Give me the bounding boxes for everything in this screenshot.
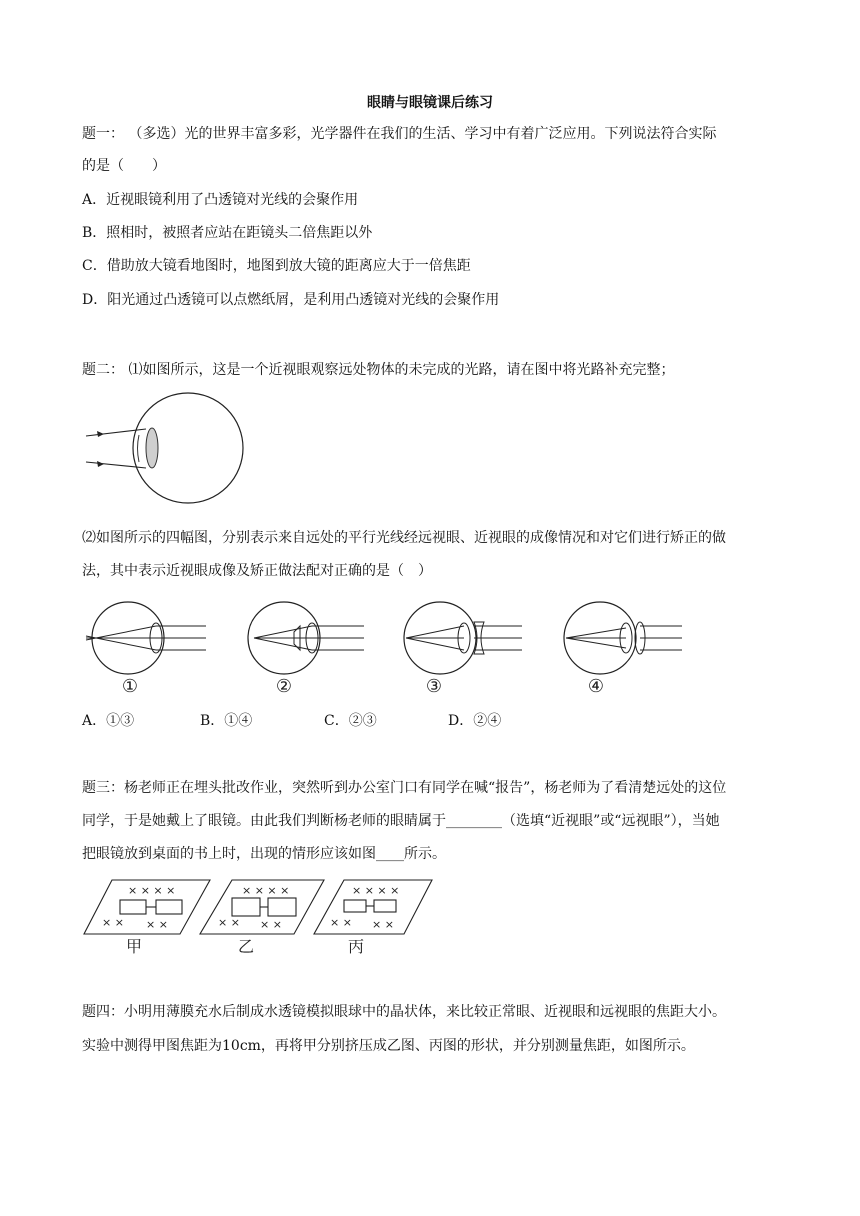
fig-label-yi: 乙 [237, 937, 255, 956]
q1-stem-line1: 题一： （多选）光的世界丰富多彩，光学器件在我们的生活、学习中有着广泛应用。下列说法符合实际 [82, 126, 717, 142]
q3-line1: 题三：杨老师正在埋头批改作业，突然听到办公室门口有同学在喊“报告”，杨老师为了看清楚远处的这位 [82, 780, 727, 796]
eye-figure [84, 392, 248, 504]
svg-text:× ×: × × [330, 916, 352, 929]
svg-text:× × × ×: × × × × [352, 884, 400, 897]
q3-line3: 把眼镜放到桌面的书上时，出现的情形应该如图____所示。 [82, 846, 446, 862]
q3-line2: 同学，于是她戴上了眼镜。由此我们判断杨老师的眼睛属于________（选填“近视眼”或“远视眼”），当她 [82, 813, 720, 829]
q2-option-d: D．②④ [448, 713, 502, 729]
svg-text:× ×: × × [260, 918, 282, 931]
eye-diagram-4 [560, 596, 690, 696]
q1-option-d: D．阳光通过凸透镜可以点燃纸屑，是利用凸透镜对光线的会聚作用 [82, 292, 500, 308]
fig-label-jia: 甲 [125, 937, 143, 956]
svg-text:× ×: × × [372, 918, 394, 931]
q2-part1: 题二： ⑴如图所示，这是一个近视眼观察远处物体的未完成的光路，请在图中将光路补充完整； [82, 362, 675, 378]
svg-text:× × × ×: × × × × [128, 884, 176, 897]
book-glasses-figure [82, 876, 442, 956]
eye-diagram-3 [400, 596, 530, 696]
svg-text:× × × ×: × × × × [242, 884, 290, 897]
q1-option-c: C．借助放大镜看地图时，地图到放大镜的距离应大于一倍焦距 [82, 258, 471, 274]
q2-part2-line1: ⑵如图所示的四幅图，分别表示来自远处的平行光线经远视眼、近视眼的成像情况和对它们进行矫正的做 [82, 530, 726, 546]
q1-option-b: B．照相时，被照者应站在距镜头二倍焦距以外 [82, 225, 373, 241]
fig-label-3: ③ [425, 676, 443, 696]
page-title: 眼睛与眼镜课后练习 [367, 95, 493, 111]
q1-option-a: A．近视眼镜利用了凸透镜对光线的会聚作用 [82, 192, 359, 208]
eye-diagram-2 [244, 596, 374, 696]
svg-text:× ×: × × [218, 916, 240, 929]
eye-diagram-1 [84, 596, 214, 696]
fig-label-2: ② [275, 676, 293, 696]
q2-option-a: A．①③ [82, 713, 135, 729]
svg-text:× ×: × × [146, 918, 168, 931]
q4-line1: 题四：小明用薄膜充水后制成水透镜模拟眼球中的晶状体，来比较正常眼、近视眼和远视眼的焦距大小。 [82, 1004, 726, 1020]
q2-option-b: B．①④ [200, 713, 253, 729]
fig-label-bing: 丙 [347, 937, 365, 956]
q2-part2-line2: 法，其中表示近视眼成像及矫正做法配对正确的是（ ） [82, 563, 432, 579]
q1-stem-line2: 的是（ ） [82, 158, 166, 174]
fig-label-4: ④ [587, 676, 605, 696]
fig-label-1: ① [121, 676, 139, 696]
svg-text:× ×: × × [102, 916, 124, 929]
q4-line2: 实验中测得甲图焦距为10cm，再将甲分别挤压成乙图、丙图的形状，并分别测量焦距，如图所示。 [82, 1038, 695, 1054]
q2-option-c: C．②③ [324, 713, 377, 729]
